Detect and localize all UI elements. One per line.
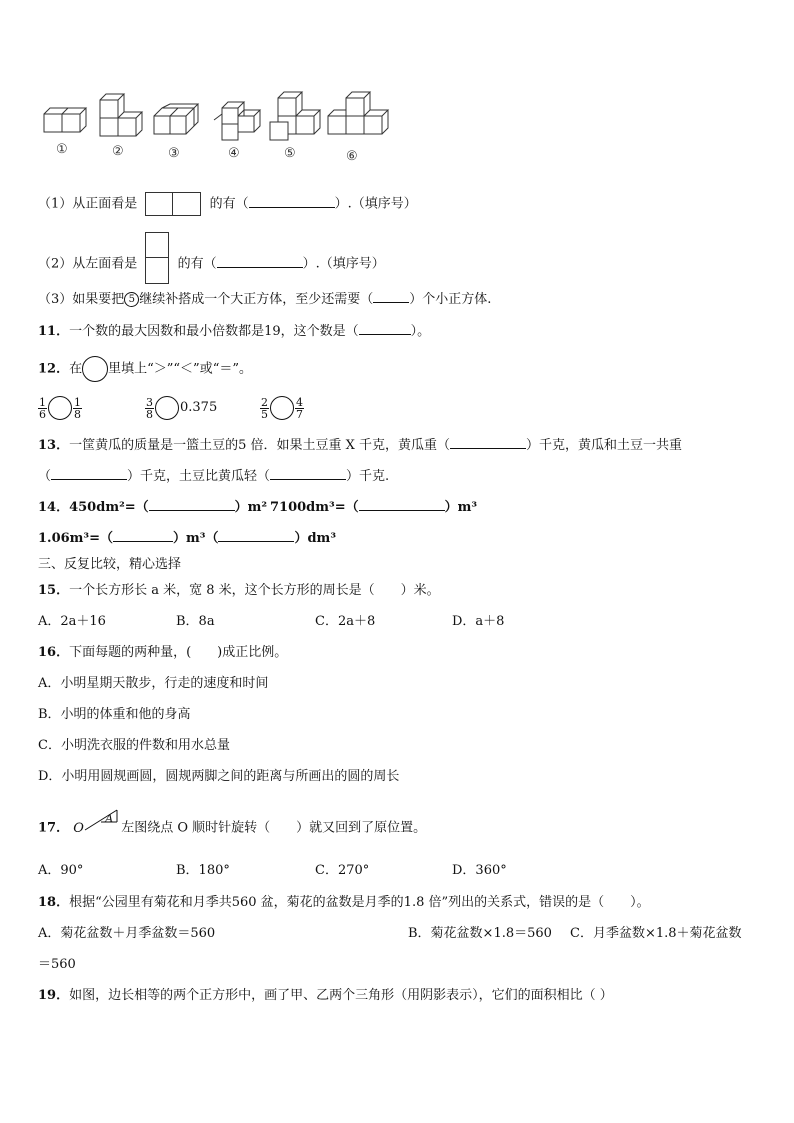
q12-item-1 <box>38 396 82 420</box>
q13-line1 <box>38 436 682 455</box>
q10-part2-text-b: 的有（ <box>177 256 217 272</box>
q14-blank-2[interactable] <box>359 498 445 511</box>
q17-option-a[interactable]: A．90° <box>38 863 84 878</box>
q14-number: 14． <box>38 500 70 515</box>
q10-part3 <box>38 290 491 309</box>
figure-label-1: ① <box>56 142 68 157</box>
q19-text: 如图，边长相等的两个正方形中，画了甲、乙两个三角形（用阴影表示），它们的面积相比（ ） <box>69 988 613 1003</box>
q10-part1-text-a: （1）从正面看是 <box>38 196 138 212</box>
q15-option-c[interactable]: C．2a＋8 <box>315 614 376 629</box>
q11-number: 11． <box>38 324 70 339</box>
q15-option-d[interactable]: D．a＋8 <box>452 614 505 629</box>
q13-blank-2[interactable] <box>51 467 127 480</box>
q14-c-left: 1.06m³=（ <box>38 531 114 546</box>
q10-part2-blank[interactable] <box>217 255 303 268</box>
q16-stem <box>38 644 287 662</box>
q16-option-b[interactable]: B．小明的体重和他的身高 <box>38 707 191 722</box>
q14-c-right: ）dm³ <box>294 531 337 546</box>
q17-option-d[interactable]: D．360° <box>452 863 507 878</box>
circled-five: 5 <box>124 292 139 307</box>
q11-blank[interactable] <box>359 322 411 335</box>
cube-figure-1 <box>44 108 86 132</box>
point-a-label: A <box>105 812 114 825</box>
q18-option-c-continued: ＝560 <box>38 957 76 972</box>
figure-label-3: ③ <box>168 146 180 161</box>
q14-line1 <box>38 498 267 517</box>
cube-figure-5 <box>270 92 320 140</box>
decimal-value: 0.375 <box>180 400 218 415</box>
q18-number: 18． <box>38 895 70 910</box>
cube-figure-4 <box>214 102 260 140</box>
point-o-label: O <box>73 821 84 836</box>
q18-option-b[interactable]: B．菊花盆数×1.8＝560 <box>408 926 552 941</box>
q10-part3-text-a: （3）如果要把 <box>38 292 125 307</box>
left-view-box <box>145 232 169 284</box>
rotation-figure <box>73 812 121 840</box>
figure-label-5: ⑤ <box>284 146 296 161</box>
q14-part-b <box>270 498 477 517</box>
q14-line2 <box>38 529 336 548</box>
answer-circle-1[interactable] <box>48 396 72 420</box>
q15-option-b[interactable]: B．8a <box>176 614 215 629</box>
cube-figure-2 <box>100 94 142 136</box>
fraction-1-6: $\frac{1}{6}$ <box>39 395 46 421</box>
q12-item-2 <box>145 396 217 420</box>
q16-option-c[interactable]: C．小明洗衣服的件数和用水总量 <box>38 738 230 753</box>
fraction-2-5: $\frac{2}{5}$ <box>261 395 268 421</box>
q10-part3-blank[interactable] <box>373 290 409 303</box>
q11-text-a: 一个数的最大因数和最小倍数都是19，这个数是（ <box>69 324 359 339</box>
q12-text-b: 里填上“＞”“＜”或“＝”。 <box>108 361 252 377</box>
q16-number: 16． <box>38 645 70 660</box>
q12-text-a: 在 <box>69 361 83 377</box>
q16-option-a[interactable]: A．小明星期天散步，行走的速度和时间 <box>38 676 269 691</box>
q10-part2 <box>38 244 385 284</box>
fraction-1-8: $\frac{1}{8}$ <box>74 395 81 421</box>
q15-text: 一个长方形长 a 米，宽 8 米，这个长方形的周长是（ ）米。 <box>69 583 440 598</box>
q13-text-d: ）千克，土豆比黄瓜轻（ <box>127 469 271 484</box>
q13-blank-3[interactable] <box>270 467 346 480</box>
figure-label-6: ⑥ <box>346 149 358 164</box>
q14-blank-1[interactable] <box>149 498 235 511</box>
figure-label-4: ④ <box>228 146 240 161</box>
q16-text: 下面每题的两种量，( )成正比例。 <box>69 645 288 660</box>
q14-blank-3[interactable] <box>113 529 173 542</box>
comparison-circle <box>82 356 108 382</box>
q14-a-right: ）m² <box>234 500 268 515</box>
q17-stem <box>38 812 427 840</box>
q17-number: 17． <box>38 820 70 836</box>
q10-part1-text-c: ）.（填序号） <box>334 196 417 212</box>
figure-label-2: ② <box>112 144 124 159</box>
q10-part2-text-a: （2）从左面看是 <box>38 256 138 272</box>
q10-part1 <box>38 192 417 216</box>
q10-part2-text-c: ）.（填序号） <box>302 256 385 272</box>
q13-text-e: ）千克. <box>346 469 390 484</box>
q13-blank-1[interactable] <box>450 436 526 449</box>
q17-text: 左图绕点 O 顺时针旋转（ ）就又回到了原位置。 <box>121 820 427 836</box>
q13-line2 <box>38 467 389 486</box>
q16-option-d[interactable]: D．小明用圆规画圆，圆规两脚之间的距离与所画出的圆的周长 <box>38 769 400 784</box>
q18-stem <box>38 894 650 912</box>
q11 <box>38 322 430 341</box>
answer-circle-2[interactable] <box>155 396 179 420</box>
section-3-heading: 三、反复比较，精心选择 <box>38 557 182 572</box>
q17-option-b[interactable]: B．180° <box>176 863 230 878</box>
q13-text-c: （ <box>38 469 52 484</box>
q10-part1-text-b: 的有（ <box>209 196 249 212</box>
q14-b-left: 7100dm³=（ <box>270 500 359 515</box>
q15-stem <box>38 582 440 600</box>
q14-b-right: ）m³ <box>444 500 478 515</box>
fraction-4-7: $\frac{4}{7}$ <box>296 395 303 421</box>
q11-text-b: ）。 <box>410 324 431 339</box>
q14-blank-4[interactable] <box>218 529 294 542</box>
front-view-box <box>145 192 201 216</box>
answer-circle-3[interactable] <box>270 396 294 420</box>
q12-item-3 <box>260 396 304 420</box>
q13-text-a: 一筐黄瓜的质量是一篮土豆的5 倍．如果土豆重 X 千克，黄瓜重（ <box>69 438 451 453</box>
q19-stem <box>38 987 613 1005</box>
q10-part3-text-c: ）个小正方体. <box>409 292 492 307</box>
q14-c-mid: ）m³（ <box>173 531 219 546</box>
q17-option-c[interactable]: C．270° <box>315 863 370 878</box>
q12 <box>38 356 252 382</box>
cube-figure-6 <box>328 92 388 134</box>
q12-number: 12． <box>38 361 70 377</box>
q13-text-b: ）千克，黄瓜和土豆一共重 <box>526 438 683 453</box>
q14-a-left: 450dm²=（ <box>69 500 149 515</box>
q18-option-c[interactable]: C．月季盆数×1.8＋菊花盆数 <box>570 926 742 941</box>
q10-part1-blank[interactable] <box>249 195 335 208</box>
fraction-3-8: $\frac{3}{8}$ <box>146 395 153 421</box>
q18-text: 根据“公园里有菊花和月季共560 盆，菊花的盆数是月季的1.8 倍”列出的关系式，错误的是（ ）。 <box>69 895 650 910</box>
cube-figure-3 <box>154 104 198 134</box>
q15-option-a[interactable]: A．2a＋16 <box>38 614 106 629</box>
q13-number: 13． <box>38 438 70 453</box>
q15-number: 15． <box>38 583 70 598</box>
q10-part3-text-b: 继续补搭成一个大正方体，至少还需要（ <box>139 292 374 307</box>
q19-number: 19． <box>38 988 70 1003</box>
q18-option-a[interactable]: A．菊花盆数＋月季盆数＝560 <box>38 926 216 941</box>
